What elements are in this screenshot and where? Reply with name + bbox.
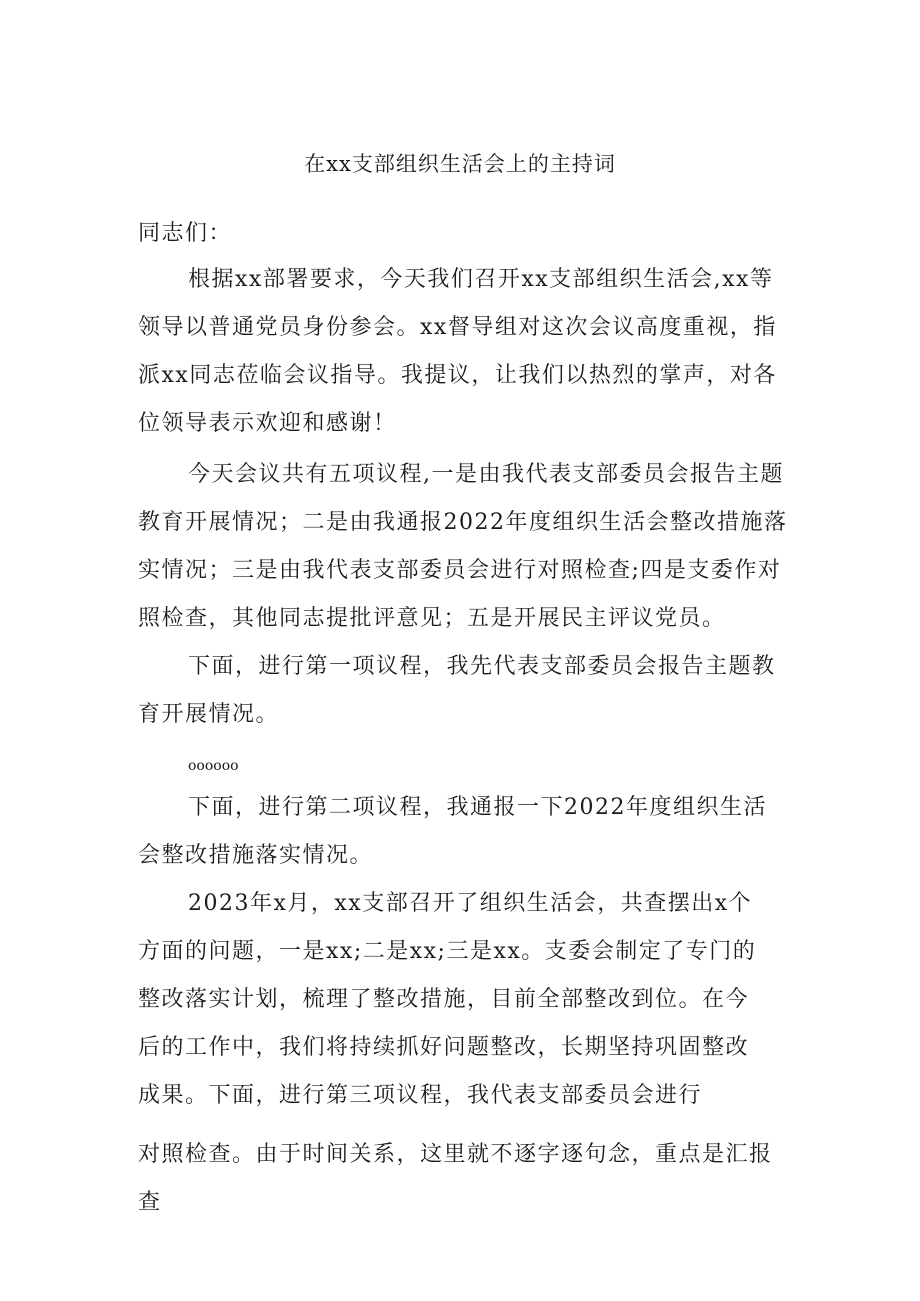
paragraph-rectification-report: 2023年x月，xx支部召开了组织生活会，共查摆出x个方面的问题，一是xx;二是xx;三是xx。支委会制定了专门的整改落实计划，梳理了整改措施，目前全部整改到位。在今后的工作中，我们将持续抓好问题整改，长期坚持巩固整改成果。下面，进行第三项议程，我代表支部委员会进行 bbox=[138, 891, 757, 1108]
paragraph-welcome: 根据xx部署要求，今天我们召开xx支部组织生活会,xx等领导以普通党员身份参会。xx督导组对这次会议高度重视，指派xx同志莅临会议指导。我提议，让我们以热烈的掌声，对各位领导表示欢迎和感谢！ bbox=[138, 267, 777, 436]
paragraph-item-two: 下面，进行第二项议程，我通报一下2022年度组织生活会整改措施落实情况。 bbox=[138, 795, 767, 868]
ellipsis-marker: oooooo bbox=[188, 758, 239, 774]
paragraph-agenda: 今天会议共有五项议程,一是由我代表支部委员会报告主题教育开展情况；二是由我通报2022年度组织生活会整改措施落实情况；三是由我代表支部委员会进行对照检查;四是支委作对照检查，其他同志提批评意见；五是开展民主评议党员。 bbox=[138, 462, 788, 631]
salutation: 同志们： bbox=[138, 221, 233, 246]
paragraph-continuation: 对照检查。由于时间关系，这里就不逐字逐句念，重点是汇报查 bbox=[138, 1142, 773, 1215]
page-title: 在xx支部组织生活会上的主持词 bbox=[304, 152, 616, 176]
paragraph-item-one: 下面，进行第一项议程，我先代表支部委员会报告主题教育开展情况。 bbox=[138, 654, 776, 727]
